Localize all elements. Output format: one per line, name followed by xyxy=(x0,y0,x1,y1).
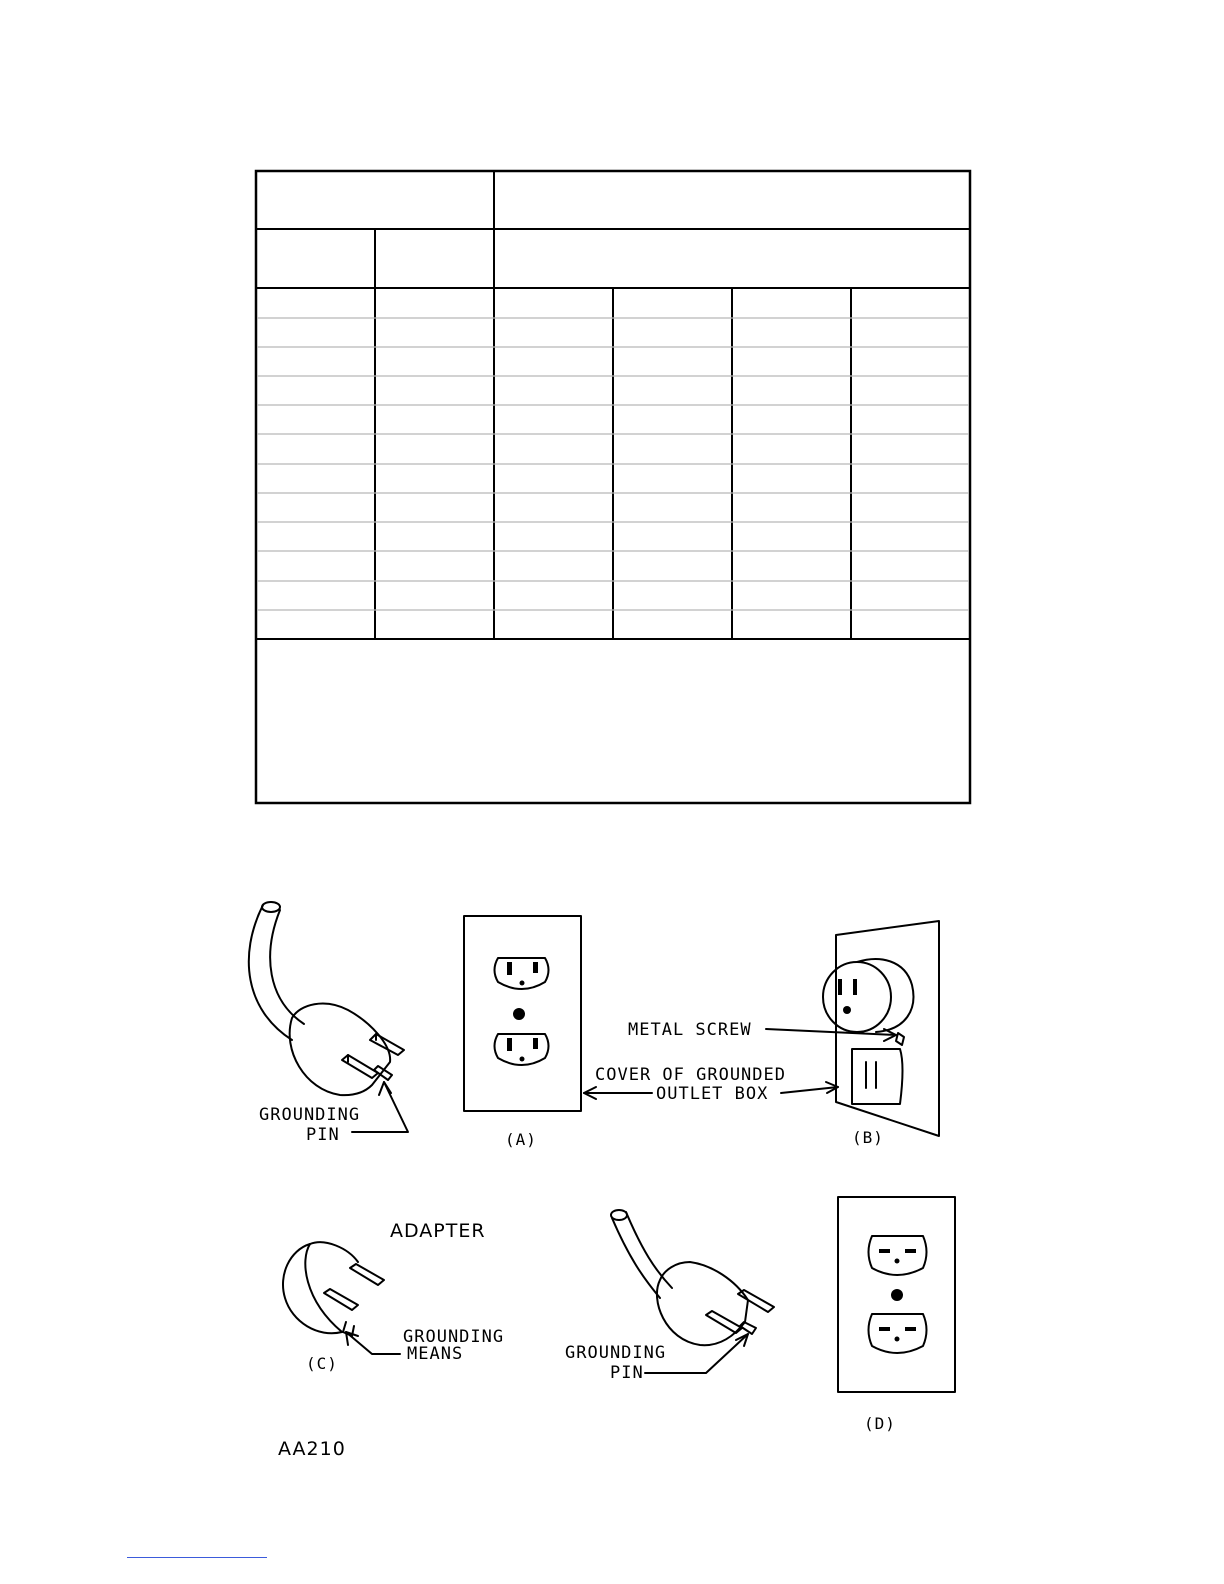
metal-screw-label: METAL SCREW xyxy=(628,1020,752,1040)
adapter-label: ADAPTER xyxy=(390,1220,486,1242)
grounding-means-label-1: GROUNDING xyxy=(403,1327,505,1347)
three-prong-plug-bottom-icon xyxy=(611,1210,774,1345)
grounding-pin-leader-top xyxy=(352,1082,408,1132)
grounding-pin-label-bottom-1: GROUNDING xyxy=(565,1343,667,1363)
grounding-means-label-2: MEANS xyxy=(407,1344,464,1364)
grounding-pin-label-bottom-2: PIN xyxy=(610,1363,644,1383)
grounding-pin-label-top-1: GROUNDING xyxy=(259,1105,361,1125)
footer-rule xyxy=(127,1557,267,1558)
outlet-box-label: OUTLET BOX xyxy=(656,1084,769,1104)
cover-of-grounded-label: COVER OF GROUNDED xyxy=(595,1065,786,1085)
wall-outlet-b-icon xyxy=(823,921,939,1136)
figure-id: AA210 xyxy=(278,1438,346,1460)
caption-a: (A) xyxy=(505,1130,537,1149)
adapter-c-icon xyxy=(283,1242,384,1336)
caption-b: (B) xyxy=(852,1128,884,1147)
caption-d: (D) xyxy=(864,1414,896,1433)
grounding-pin-label-top-2: PIN xyxy=(306,1125,340,1145)
three-prong-plug-icon xyxy=(249,902,404,1095)
caption-c: (C) xyxy=(306,1354,338,1373)
